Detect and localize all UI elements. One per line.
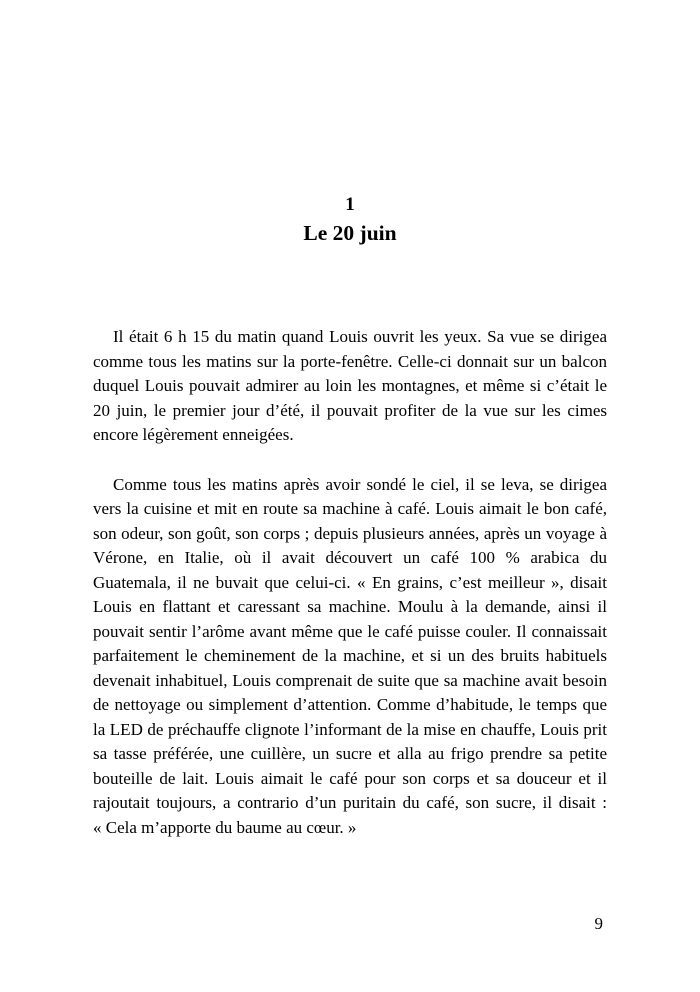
page-body bbox=[93, 325, 607, 840]
chapter-title: Le 20 juin bbox=[303, 221, 397, 245]
body-paragraph-2: Comme tous les matins après avoir sondé le ciel, il se leva, se dirigea vers la cuisine et mit en route sa machine à café. Louis aimait le bon café, son odeur, son goût, son corps ; depuis plusieurs années, après un voyage à Vérone, en Italie, où il avait découvert un café 100 % arabica du Guatemala, il ne buvait que celui-ci. « En grains, c’est meilleur », disait Louis en flattant et caressant sa machine. Moulu à la demande, ainsi il pouvait sentir l’arôme avant même que le café puisse couler. Il connaissait parfaitement le cheminement de la machine, et si un des bruits habituels devenait inhabituel, Louis comprenait de suite que sa machine avait besoin de nettoyage ou simplement d’attention. Comme d’habitude, le temps que la LED de préchauffe clignote l’informant de la mise en chauffe, Louis prit sa tasse préférée, une cuillère, un sucre et alla au frigo prendre sa petite bouteille de lait. Louis aimait le café pour son corps et sa douceur et il rajoutait toujours, a contrario d’un puritain du café, son sucre, il disait : « Cela m’apporte du baume au cœur. » bbox=[93, 474, 607, 837]
body-paragraph-1: Il était 6 h 15 du matin quand Louis ouvrit les yeux. Sa vue se dirigea comme tous les matins sur la porte-fenêtre. Celle-ci donnait sur un balcon duquel Louis pouvait admirer au loin les montagnes, et même si c’était le 20 juin, le premier jour d’été, il pouvait profiter de la vue sur les cimes encore légèrement enneigées. bbox=[93, 327, 607, 444]
page-number: 9 bbox=[594, 914, 603, 933]
chapter-number: 1 bbox=[345, 194, 355, 215]
chapter-heading bbox=[0, 192, 700, 248]
